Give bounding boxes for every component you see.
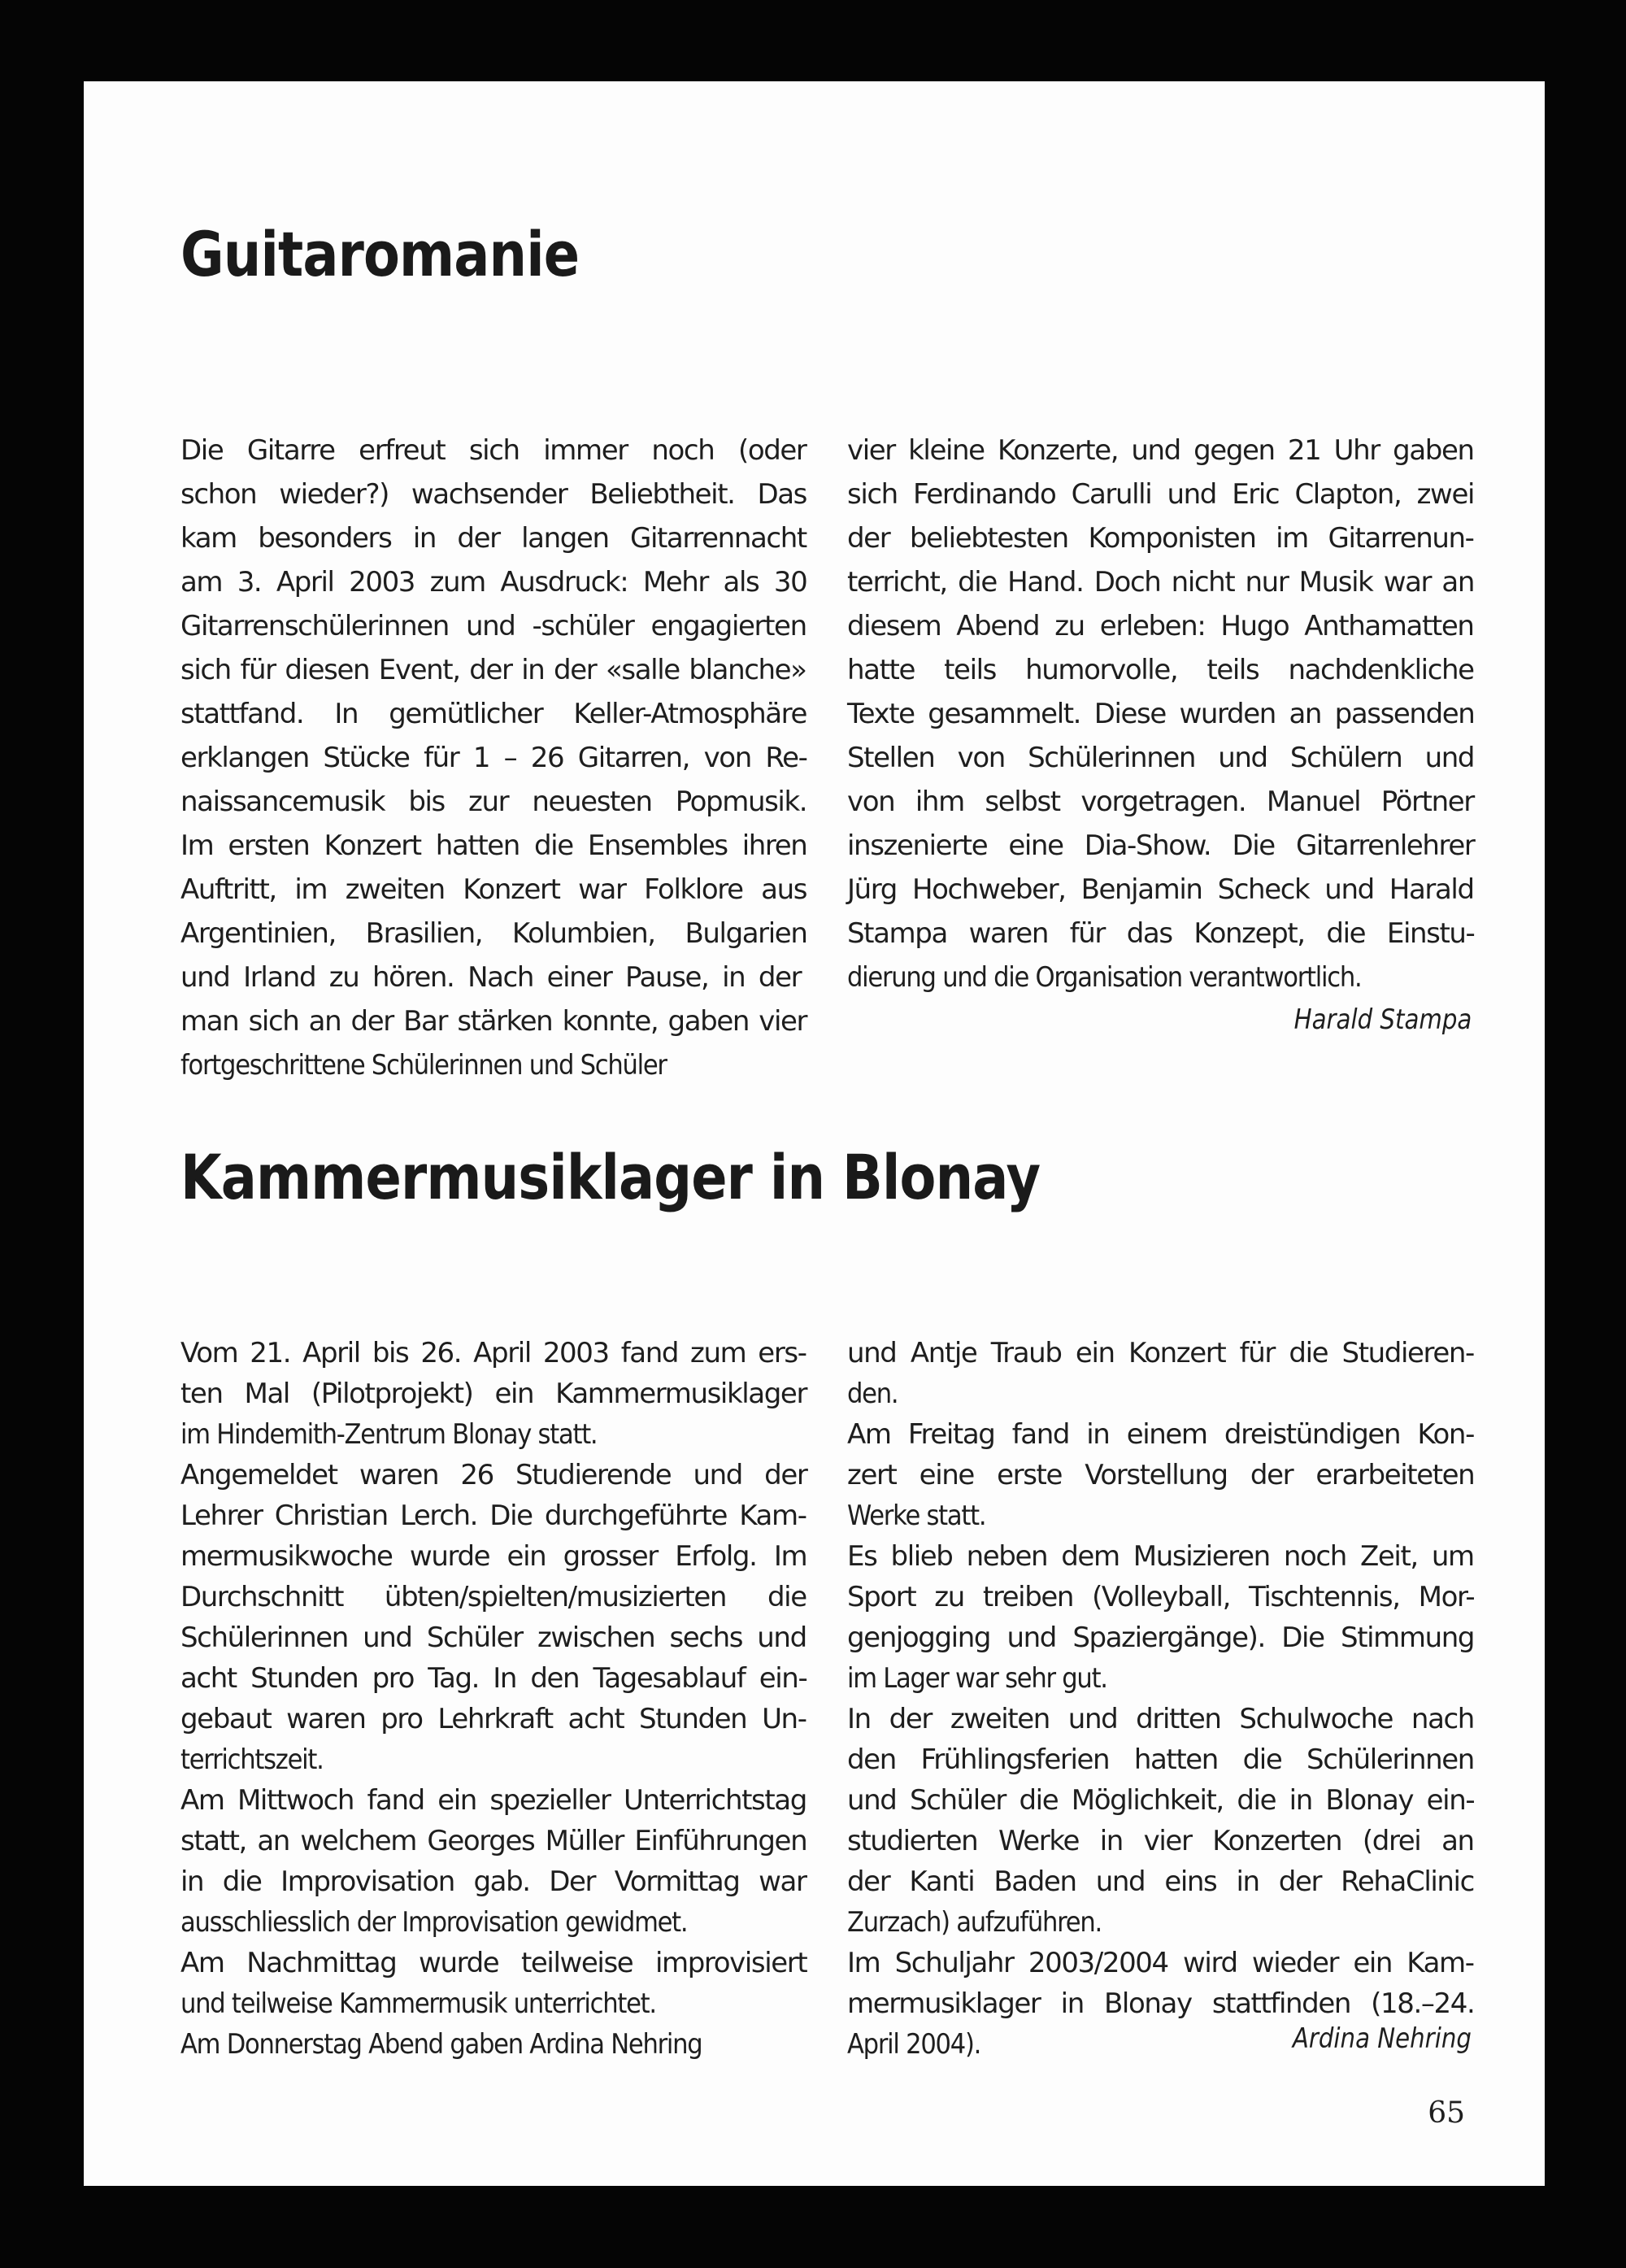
text-line-content: genjogging und Spaziergänge). Die Stimmung xyxy=(847,1622,1475,1654)
text-line-content: sich für diesen Event, der in der «salle blanche» xyxy=(180,654,806,686)
text-line xyxy=(847,1495,1474,1536)
text-line-content: am 3. April 2003 zum Ausdruck: Mehr als 30 xyxy=(180,566,807,599)
text-line xyxy=(847,472,1474,516)
text-line xyxy=(847,1577,1474,1617)
text-line xyxy=(847,604,1474,648)
text-line-content: ausschliesslich der Improvisation gewidmet. xyxy=(180,1906,688,1939)
article-1-author: Harald Stampa xyxy=(1293,1003,1472,1036)
text-line xyxy=(847,1658,1474,1699)
text-line-content: Auftritt, im zweiten Konzert war Folklore aus xyxy=(180,873,807,906)
page-number: 65 xyxy=(1428,2096,1465,2130)
text-line-content: Im Schuljahr 2003/2004 wird wieder ein Kam- xyxy=(847,1947,1474,1979)
text-line xyxy=(180,1414,806,1455)
text-line xyxy=(847,1414,1474,1455)
text-line-content: erklangen Stücke für 1 – 26 Gitarren, von Re- xyxy=(180,742,807,774)
text-line-content: man sich an der Bar stärken konnte, gaben vier xyxy=(180,1005,807,1038)
text-line-content: Vom 21. April bis 26. April 2003 fand zum ers- xyxy=(180,1337,806,1369)
text-line xyxy=(180,1373,806,1414)
text-line-content: von ihm selbst vorgetragen. Manuel Pörtner xyxy=(847,786,1474,818)
article-2-column-1 xyxy=(180,1333,806,2065)
text-line-content: In der zweiten und dritten Schulwoche nach xyxy=(847,1703,1474,1735)
text-line xyxy=(180,780,806,824)
text-line-content: Gitarrenschülerinnen und -schüler engagierten xyxy=(180,610,806,642)
text-line-content: Es blieb neben dem Musizieren noch Zeit, um xyxy=(847,1540,1474,1573)
text-line-content: im Lager war sehr gut. xyxy=(847,1662,1107,1695)
text-line xyxy=(180,516,806,560)
text-line-content: kam besonders in der langen Gitarrennacht xyxy=(180,522,806,555)
text-line-content: stattfand. In gemütlicher Keller-Atmosphäre xyxy=(180,698,807,730)
text-line xyxy=(180,1333,806,1373)
article-2-column-2 xyxy=(847,1333,1474,2065)
text-line-content: Schülerinnen und Schüler zwischen sechs und xyxy=(180,1622,806,1654)
text-line-content: im Hindemith-Zentrum Blonay statt. xyxy=(180,1418,598,1451)
text-line xyxy=(847,692,1474,736)
text-line-content: dierung und die Organisation verantwortlich. xyxy=(847,961,1362,994)
text-line xyxy=(180,1739,806,1780)
text-line xyxy=(180,692,806,736)
text-line xyxy=(180,1902,806,1943)
text-line xyxy=(180,604,806,648)
text-line-content: statt, an welchem Georges Müller Einführungen xyxy=(180,1825,807,1857)
text-line-content: Am Nachmittag wurde teilweise improvisiert xyxy=(180,1947,807,1979)
text-line xyxy=(847,1455,1474,1495)
text-line-content: und Schüler die Möglichkeit, die in Blonay ein- xyxy=(847,1784,1475,1817)
text-line-content: mermusikwoche wurde ein grosser Erfolg. Im xyxy=(180,1540,807,1573)
text-line-content: Texte gesammelt. Diese wurden an passenden xyxy=(847,698,1475,730)
text-line-content: terricht, die Hand. Doch nicht nur Musik war an xyxy=(847,566,1474,599)
text-line-content: fortgeschrittene Schülerinnen und Schüler xyxy=(180,1049,667,1082)
text-line xyxy=(180,1455,806,1495)
text-line xyxy=(180,736,806,780)
text-line-content: Stampa waren für das Konzept, die Einstu- xyxy=(847,917,1475,950)
text-line-content: zert eine erste Vorstellung der erarbeiteten xyxy=(847,1459,1475,1491)
text-line-content: diesem Abend zu erleben: Hugo Anthamatten xyxy=(847,610,1474,642)
text-line xyxy=(847,1902,1474,1943)
text-line xyxy=(180,1699,806,1739)
text-line xyxy=(847,1536,1474,1577)
text-line xyxy=(847,1373,1474,1414)
text-line-content: Stellen von Schülerinnen und Schülern und xyxy=(847,742,1475,774)
article-title-kammermusiklager: Kammermusiklager in Blonay xyxy=(180,1141,1041,1213)
text-line xyxy=(847,1943,1474,1983)
text-line-content: Am Freitag fand in einem dreistündigen Kon- xyxy=(847,1418,1474,1451)
text-line-content: vier kleine Konzerte, und gegen 21 Uhr gaben xyxy=(847,434,1474,467)
text-line xyxy=(847,1699,1474,1739)
text-line-content: der beliebtesten Komponisten im Gitarrenun- xyxy=(847,522,1474,555)
text-line xyxy=(847,1617,1474,1658)
text-line xyxy=(847,516,1474,560)
text-line xyxy=(180,1536,806,1577)
text-line-content: Lehrer Christian Lerch. Die durchgeführte Kam- xyxy=(180,1500,806,1532)
text-line xyxy=(180,472,806,516)
text-line xyxy=(180,1861,806,1902)
text-line xyxy=(847,1333,1474,1373)
text-line xyxy=(847,1861,1474,1902)
text-line-content: und Irland zu hören. Nach einer Pause, in der xyxy=(180,961,802,994)
text-line xyxy=(847,956,1474,999)
text-line-content: terrichtszeit. xyxy=(180,1743,324,1776)
text-line xyxy=(847,736,1474,780)
text-line xyxy=(180,1943,806,1983)
text-line xyxy=(180,999,806,1043)
text-line-content: Im ersten Konzert hatten die Ensembles ihren xyxy=(180,829,807,862)
text-line-content: studierten Werke in vier Konzerten (drei an xyxy=(847,1825,1474,1857)
text-line xyxy=(180,429,806,472)
text-line xyxy=(180,2024,806,2065)
text-line-content: inszenierte eine Dia-Show. Die Gitarrenlehrer xyxy=(847,829,1475,862)
text-line-content: und Antje Traub ein Konzert für die Studieren- xyxy=(847,1337,1474,1369)
text-line-content: mermusiklager in Blonay stattfinden (18.–24. xyxy=(847,1987,1475,2020)
article-2-author: Ardina Nehring xyxy=(1292,2022,1472,2055)
text-line-content: Zurzach) aufzuführen. xyxy=(847,1906,1102,1939)
text-line xyxy=(180,824,806,868)
text-line-content: der Kanti Baden und eins in der RehaClinic xyxy=(847,1865,1474,1898)
text-line-content: gebaut waren pro Lehrkraft acht Stunden Un- xyxy=(180,1703,806,1735)
text-line xyxy=(847,1739,1474,1780)
text-line xyxy=(180,1983,806,2024)
text-line xyxy=(847,1983,1474,2024)
text-line-content: sich Ferdinando Carulli und Eric Clapton, zwei xyxy=(847,478,1475,511)
text-line xyxy=(180,1821,806,1861)
text-line xyxy=(180,912,806,956)
article-1-column-2 xyxy=(847,429,1474,999)
text-line xyxy=(180,560,806,604)
text-line-content: den Frühlingsferien hatten die Schülerinnen xyxy=(847,1743,1474,1776)
text-line-content: Die Gitarre erfreut sich immer noch (oder xyxy=(180,434,806,467)
text-line-content: April 2004). xyxy=(847,2028,981,2061)
text-line xyxy=(180,648,806,692)
text-line xyxy=(847,824,1474,868)
text-line xyxy=(180,1658,806,1699)
article-1-column-1 xyxy=(180,429,806,1087)
text-line xyxy=(847,560,1474,604)
text-line xyxy=(847,780,1474,824)
text-line-content: Durchschnitt übten/spielten/musizierten die xyxy=(180,1581,806,1613)
text-line-content: Angemeldet waren 26 Studierende und der xyxy=(180,1459,807,1491)
text-line xyxy=(847,1780,1474,1821)
text-line-content: acht Stunden pro Tag. In den Tagesablauf ein- xyxy=(180,1662,807,1695)
text-line-content: Werke statt. xyxy=(847,1500,986,1532)
text-line xyxy=(180,956,806,999)
text-line xyxy=(847,648,1474,692)
text-line-content: Argentinien, Brasilien, Kolumbien, Bulgarien xyxy=(180,917,807,950)
text-line-content: Sport zu treiben (Volleyball, Tischtennis, Mor- xyxy=(847,1581,1475,1613)
text-line-content: hatte teils humorvolle, teils nachdenkliche xyxy=(847,654,1474,686)
text-line-content: und teilweise Kammermusik unterrichtet. xyxy=(180,1987,656,2020)
text-line xyxy=(847,429,1474,472)
text-line-content: den. xyxy=(847,1378,898,1410)
text-line xyxy=(180,868,806,912)
text-line xyxy=(180,1043,806,1087)
article-title-guitaromanie: Guitaromanie xyxy=(180,218,580,290)
text-line xyxy=(180,1780,806,1821)
text-line-content: Jürg Hochweber, Benjamin Scheck und Harald xyxy=(847,873,1474,906)
text-line xyxy=(847,912,1474,956)
text-line-content: schon wieder?) wachsender Beliebtheit. Das xyxy=(180,478,806,511)
text-line-content: ten Mal (Pilotprojekt) ein Kammermusiklager xyxy=(180,1378,807,1410)
text-line xyxy=(180,1577,806,1617)
text-line-content: Am Donnerstag Abend gaben Ardina Nehring xyxy=(180,2028,702,2061)
text-line-content: naissancemusik bis zur neuesten Popmusik. xyxy=(180,786,807,818)
text-line-content: Am Mittwoch fand ein spezieller Unterrichtstag xyxy=(180,1784,806,1817)
text-line xyxy=(847,868,1474,912)
text-line-content: in die Improvisation gab. Der Vormittag war xyxy=(180,1865,806,1898)
document-page xyxy=(84,81,1545,2186)
text-line xyxy=(180,1617,806,1658)
text-line xyxy=(847,1821,1474,1861)
text-line xyxy=(180,1495,806,1536)
